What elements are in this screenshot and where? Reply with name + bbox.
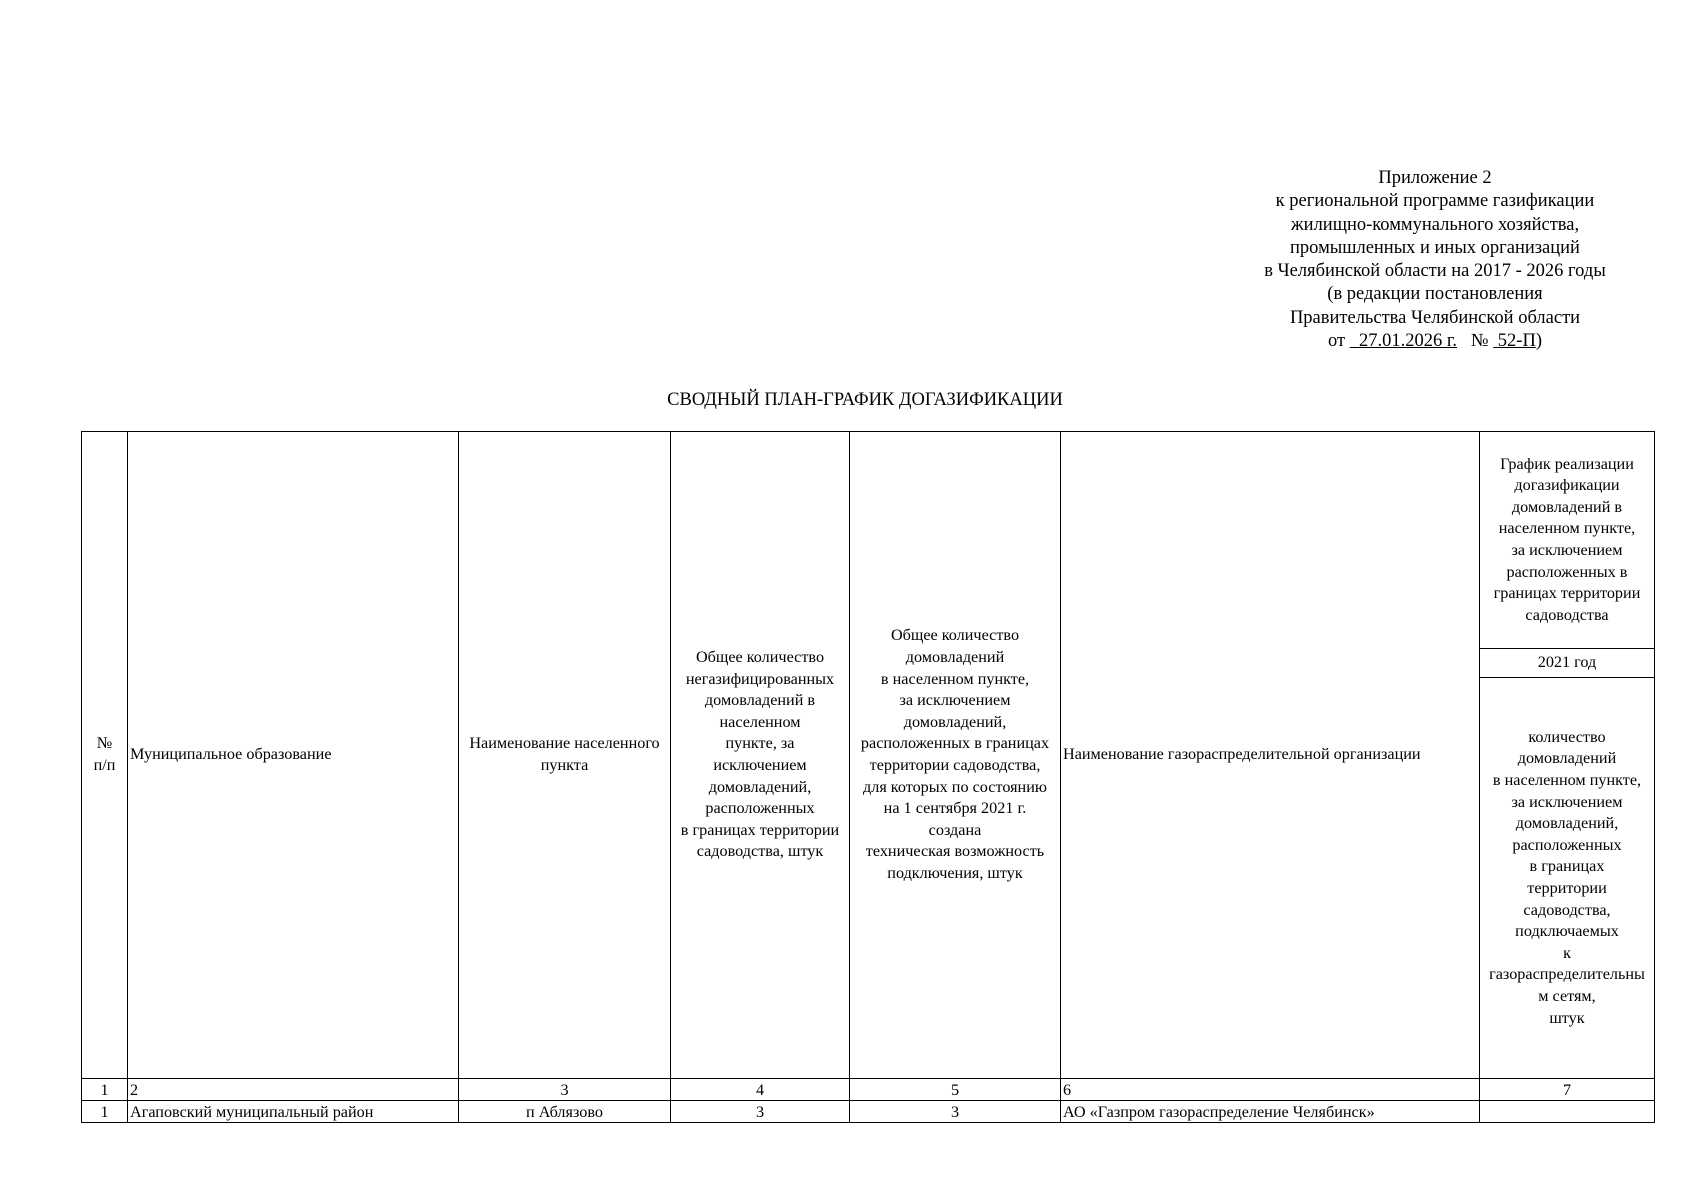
column-number: 1 (82, 1079, 128, 1101)
table-row (82, 1101, 1655, 1123)
header-num: № п/п (82, 432, 128, 1079)
header-settlement: Наименование населенного пункта (459, 432, 671, 1079)
annex-line: к региональной программе газификации (1275, 191, 1595, 212)
cell-municipality: Агаповский муниципальный район (128, 1101, 459, 1123)
annex-date-line (1180, 330, 1690, 353)
column-number: 5 (850, 1079, 1061, 1101)
document-title: СВОДНЫЙ ПЛАН-ГРАФИК ДОГАЗИФИКАЦИИ (667, 390, 1063, 410)
annex-line: Правительства Челябинской области (1289, 307, 1581, 328)
header-total-ungasified: Общее количество негазифицированных домовладений в населенном пункте, за исключением домовладений, расположенных в границах территории садоводства, штук (671, 432, 850, 1079)
annex-line: промышленных и иных организаций (1290, 237, 1580, 258)
header-year: 2021 год (1480, 649, 1655, 678)
from-label: от (1328, 331, 1346, 352)
resolution-number: 52-П (1497, 331, 1536, 352)
cell-total-ungasified: 3 (671, 1101, 850, 1123)
header-schedule: График реализации догазификации домовладений в населенном пункте, за исключением расположенных в границах территории садоводства (1480, 432, 1655, 649)
column-number: 3 (459, 1079, 671, 1101)
header-connected: количество домовладений в населенном пункте, за исключением домовладений, расположенных в границах территории садоводства, подключаемых к газораспределительны м сетям, штук (1480, 678, 1655, 1079)
annex-line: (в редакции постановления (1327, 284, 1543, 305)
column-number: 6 (1061, 1079, 1480, 1101)
number-label: № (1470, 331, 1489, 352)
column-number: 2 (128, 1079, 459, 1101)
column-number: 4 (671, 1079, 850, 1101)
cell-num: 1 (82, 1101, 128, 1123)
header-gas-org: Наименование газораспределительной организации (1061, 432, 1480, 1079)
column-number: 7 (1480, 1079, 1655, 1101)
header-municipality: Муниципальное образование (128, 432, 459, 1079)
annex-line: в Челябинской области на 2017 - 2026 годы (1264, 261, 1606, 282)
plan-table (81, 431, 1655, 1123)
cell-connected (1480, 1101, 1655, 1123)
resolution-date: 27.01.2026 г. (1358, 331, 1457, 352)
annex-line: жилищно-коммунального хозяйства, (1290, 214, 1580, 235)
annex-block (1180, 167, 1690, 353)
column-number-row (82, 1079, 1655, 1101)
annex-line: Приложение 2 (1378, 168, 1492, 188)
cell-settlement: п Аблязово (459, 1101, 671, 1123)
closing-paren: ) (1535, 331, 1542, 352)
cell-total-possible: 3 (850, 1101, 1061, 1123)
cell-gas-org: АО «Газпром газораспределение Челябинск» (1061, 1101, 1480, 1123)
header-total-possible: Общее количество домовладений в населенном пункте, за исключением домовладений, расположенных в границах территории садоводства, для которых по состоянию на 1 сентября 2021 г. создана техническая возможность подключения, штук (850, 432, 1061, 1079)
